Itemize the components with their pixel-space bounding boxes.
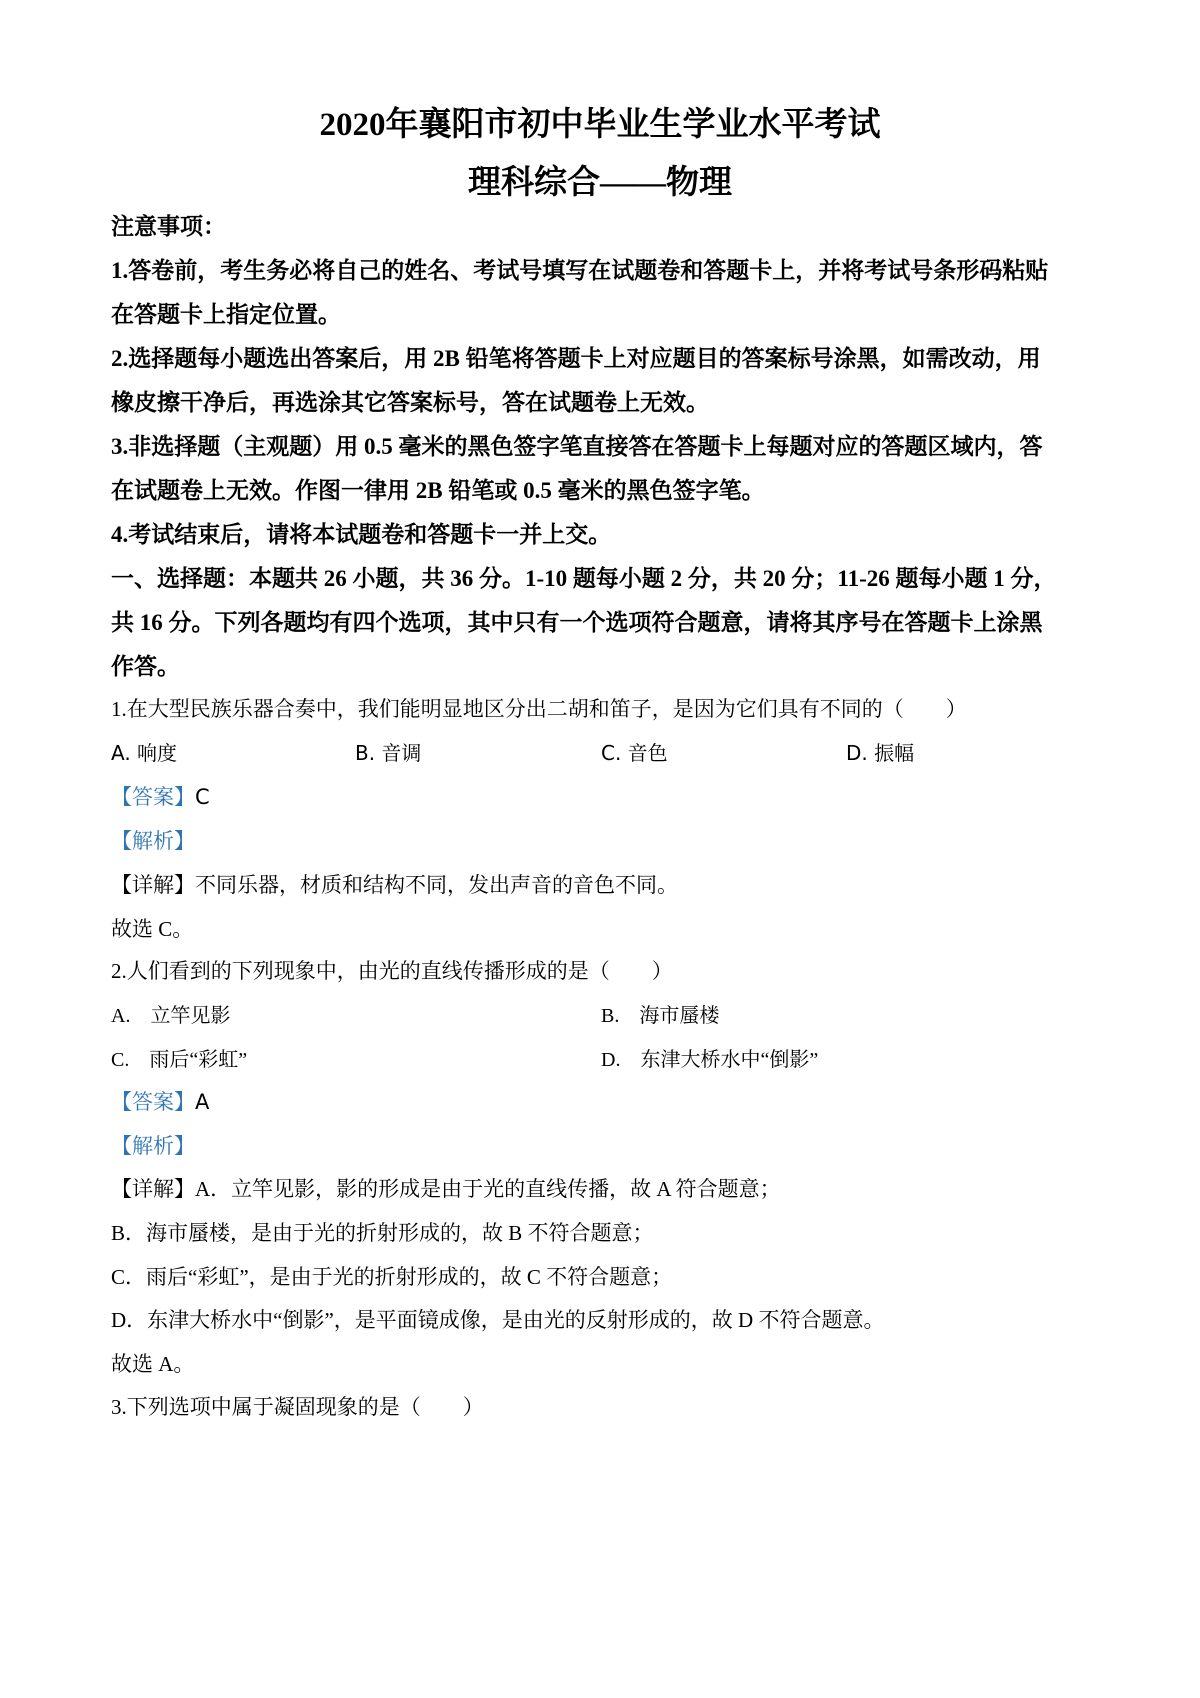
question-1-detail: 【详解】不同乐器，材质和结构不同，发出声音的音色不同。 <box>111 873 678 897</box>
section-1-line-3: 作答。 <box>111 654 180 679</box>
section-1-line-1: 一、选择题：本题共 26 小题，共 36 分。1-10 题每小题 2 分，共 20 分；11-26 题每小题 1 分， <box>111 566 1057 591</box>
question-2-option-d: D. 东津大桥水中“倒影” <box>601 1049 819 1071</box>
question-1-analysis-tag: 【解析】 <box>111 829 195 853</box>
question-1-answer <box>111 781 210 811</box>
question-2-analysis-tag: 【解析】 <box>111 1134 195 1158</box>
question-2-detail-2: B．海市蜃楼，是由于光的折射形成的，故 B 不符合题意； <box>111 1221 654 1245</box>
question-2-option-a: A. 立竿见影 <box>111 1005 231 1027</box>
notice-item-3-line-1: 3.非选择题（主观题）用 0.5 毫米的黑色签字笔直接答在答题卡上每题对应的答题区域内，答 <box>111 434 1043 459</box>
question-2-detail-1: 【详解】A．立竿见影，影的形成是由于光的直线传播，故 A 符合题意； <box>111 1177 781 1201</box>
question-2-conclusion: 故选 A。 <box>111 1352 195 1376</box>
question-2-detail-3: C．雨后“彩虹”，是由于光的折射形成的，故 C 不符合题意； <box>111 1265 673 1289</box>
exam-subtitle: 理科综合——物理 <box>468 165 732 201</box>
answer-tag: 【答案】 <box>111 1090 195 1114</box>
answer-value: A <box>195 1090 210 1114</box>
notice-item-3-line-2: 在试题卷上无效。作图一律用 2B 铅笔或 0.5 毫米的黑色签字笔。 <box>111 478 765 503</box>
question-1-option-a: A. 响度 <box>111 741 178 765</box>
section-1-line-2: 共 16 分。下列各题均有四个选项，其中只有一个选项符合题意，请将其序号在答题卡上涂黑 <box>111 610 1043 635</box>
notice-heading: 注意事项： <box>111 214 226 239</box>
notice-item-2-line-1: 2.选择题每小题选出答案后，用 2B 铅笔将答题卡上对应题目的答案标号涂黑，如需改动，用 <box>111 346 1041 371</box>
notice-item-1-line-1: 1.答卷前，考生务必将自己的姓名、考试号填写在试题卷和答题卡上，并将考试号条形码粘贴 <box>111 258 1049 283</box>
question-2-option-c: C. 雨后“彩虹” <box>111 1049 248 1071</box>
answer-value: C <box>195 785 210 809</box>
question-2-detail-4: D．东津大桥水中“倒影”，是平面镜成像，是由光的反射形成的，故 D 不符合题意。 <box>111 1308 885 1332</box>
question-1-conclusion: 故选 C。 <box>111 917 194 941</box>
exam-title: 2020年襄阳市初中毕业生学业水平考试 <box>319 107 881 143</box>
question-3-stem: 3.下列选项中属于凝固现象的是（ ） <box>111 1395 484 1419</box>
question-2-option-b: B. 海市蜃楼 <box>601 1005 720 1027</box>
question-1-stem: 1.在大型民族乐器合奏中，我们能明显地区分出二胡和笛子，是因为它们具有不同的（ ） <box>111 697 967 721</box>
question-2-stem: 2.人们看到的下列现象中，由光的直线传播形成的是（ ） <box>111 959 673 983</box>
question-1-option-d: D. 振幅 <box>846 741 915 765</box>
question-1-option-b: B. 音调 <box>355 741 422 765</box>
question-1-option-c: C. 音色 <box>601 741 668 765</box>
answer-tag: 【答案】 <box>111 785 195 809</box>
notice-item-4: 4.考试结束后，请将本试题卷和答题卡一并上交。 <box>111 522 612 547</box>
notice-item-2-line-2: 橡皮擦干净后，再选涂其它答案标号，答在试题卷上无效。 <box>111 390 709 415</box>
question-2-answer <box>111 1086 209 1116</box>
notice-item-1-line-2: 在答题卡上指定位置。 <box>111 302 341 327</box>
